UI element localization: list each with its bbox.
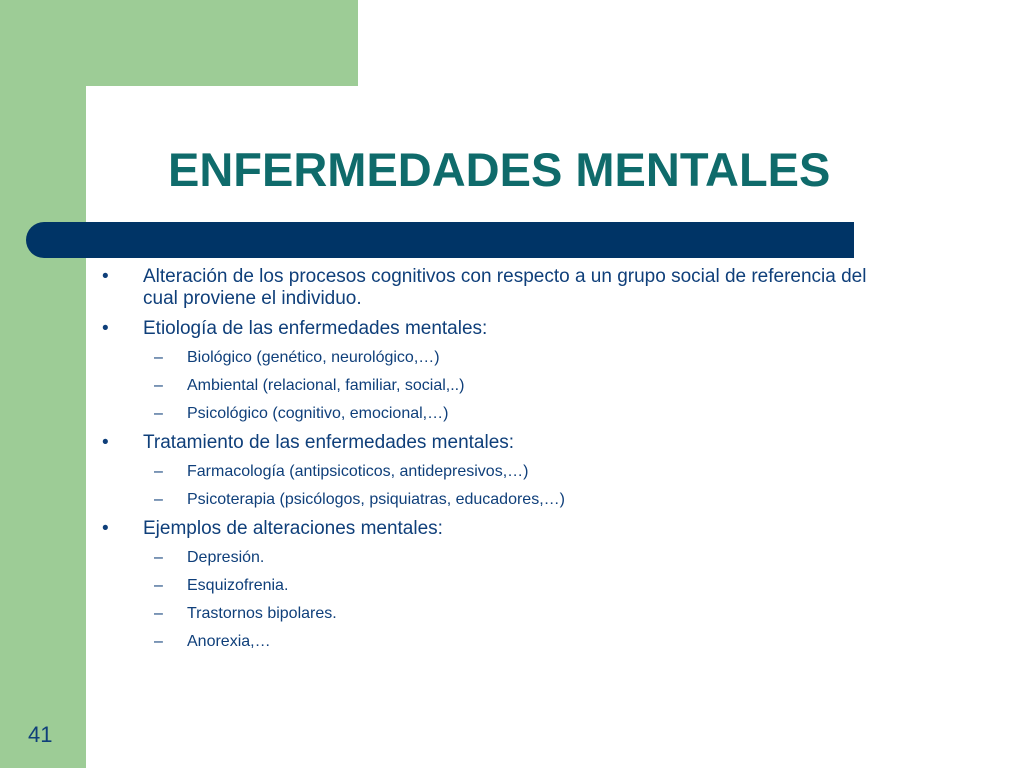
bullet-dot: • — [102, 266, 109, 287]
sub-bullet-text: Ambiental (relacional, familiar, social,..) — [187, 377, 465, 394]
sub-bullet-text: Farmacología (antipsicoticos, antidepresivos,…) — [187, 463, 529, 480]
sub-bullet-item — [100, 632, 900, 652]
dash-marker: – — [154, 491, 163, 508]
sub-bullet-text: Esquizofrenia. — [187, 577, 289, 594]
bullet-item — [100, 432, 900, 454]
sub-bullet-item — [100, 604, 900, 624]
sub-bullet-text: Trastornos bipolares. — [187, 605, 337, 622]
bullet-list — [100, 266, 900, 660]
bullet-text: Tratamiento de las enfermedades mentales: — [143, 432, 515, 453]
green-sidebar-decoration — [0, 0, 86, 768]
sub-bullet-item — [100, 376, 900, 396]
slide-number: 41 — [28, 722, 53, 747]
dash-marker: – — [154, 549, 163, 566]
sub-bullet-item — [100, 404, 900, 424]
dash-marker: – — [154, 405, 163, 422]
sub-bullet-item — [100, 348, 900, 368]
dash-marker: – — [154, 633, 163, 650]
bullet-item — [100, 318, 900, 340]
sub-bullet-item — [100, 462, 900, 482]
bullet-text: Etiología de las enfermedades mentales: — [143, 318, 488, 339]
bullet-item — [100, 518, 900, 540]
bullet-dot: • — [102, 318, 109, 339]
sub-bullet-text: Anorexia,… — [187, 633, 271, 650]
title-underline-bar — [26, 222, 854, 258]
bullet-dot: • — [102, 432, 109, 453]
slide-title: ENFERMEDADES MENTALES — [168, 143, 831, 196]
sub-bullet-text: Psicológico (cognitivo, emocional,…) — [187, 405, 449, 422]
dash-marker: – — [154, 463, 163, 480]
green-top-decoration — [0, 0, 358, 86]
bullet-text: Alteración de los procesos cognitivos con respecto a un grupo social de referencia del cual proviene el individuo. — [143, 266, 867, 309]
sub-bullet-item — [100, 548, 900, 568]
dash-marker: – — [154, 605, 163, 622]
dash-marker: – — [154, 349, 163, 366]
sub-bullet-text: Psicoterapia (psicólogos, psiquiatras, educadores,…) — [187, 491, 565, 508]
bullet-dot: • — [102, 518, 109, 539]
bullet-text: Ejemplos de alteraciones mentales: — [143, 518, 443, 539]
dash-marker: – — [154, 577, 163, 594]
bullet-item — [100, 266, 900, 310]
sub-bullet-text: Biológico (genético, neurológico,…) — [187, 349, 440, 366]
dash-marker: – — [154, 377, 163, 394]
sub-bullet-item — [100, 576, 900, 596]
sub-bullet-item — [100, 490, 900, 510]
sub-bullet-text: Depresión. — [187, 549, 265, 566]
